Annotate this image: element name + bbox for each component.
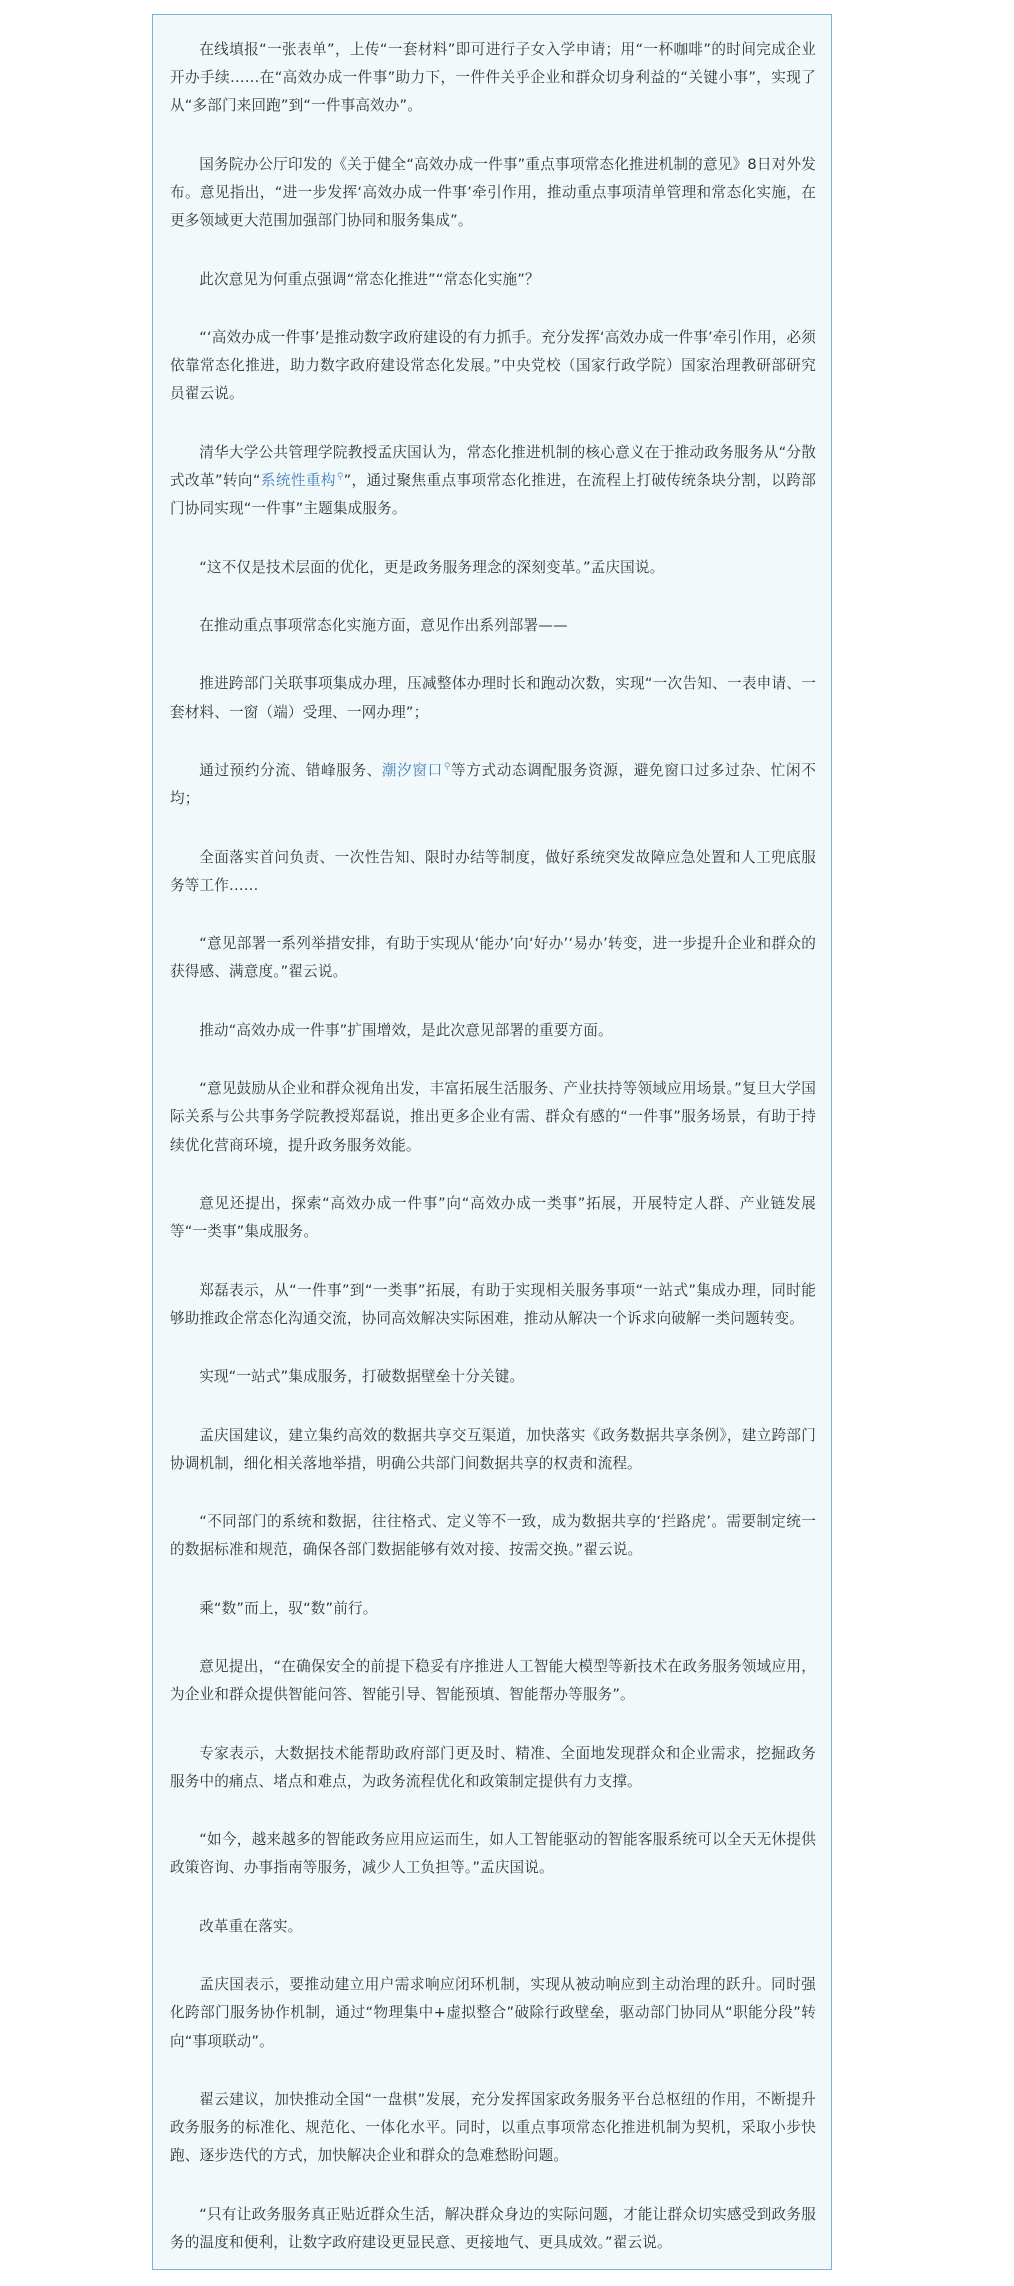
paragraph-text: 等方式动态调配服务资源，避免窗口过多过杂、忙闲不均； — [170, 761, 816, 808]
paragraph: 国务院办公厅印发的《关于健全“高效办成一件事”重点事项常态化推进机制的意见》8日对外发布。意见指出，“进一步发挥‘高效办成一件事’牵引作用，推动重点事项清单管理和常态化实施，在更多领域更大范围加强部门协同和服务集成”。 — [170, 155, 816, 230]
paragraph: 郑磊表示，从“一件事”到“一类事”拓展，有助于实现相关服务事项“一站式”集成办理，同时能够助推政企常态化沟通交流，协同高效解决实际困难，推动从解决一个诉求向破解一类问题转变。 — [170, 1281, 816, 1327]
paragraph: 推进跨部门关联事项集成办理，压减整体办理时长和跑动次数，实现“一次告知、一表申请、一套材料、一窗（端）受理、一网办理”； — [170, 675, 816, 721]
paragraph: 改革重在落实。 — [199, 1917, 303, 1935]
paragraph: 全面落实首问负责、一次性告知、限时办结等制度，做好系统突发故障应急处置和人工兜底服务等工作…… — [170, 848, 816, 894]
paragraph: 推动“高效办成一件事”扩围增效，是此次意见部署的重要方面。 — [199, 1021, 613, 1039]
paragraph: 在推动重点事项常态化实施方面，意见作出系列部署—— — [199, 616, 568, 634]
paragraph-text: 通过预约分流、错峰服务、 — [199, 761, 382, 779]
paragraph: “意见鼓励从企业和群众视角出发，丰富拓展生活服务、产业扶持等领域应用场景。”复旦大学国际关系与公共事务学院教授郑磊说，推出更多企业有需、群众有感的“一件事”服务场景，有助于持续优化营商环境，提升政务服务效能。 — [170, 1080, 816, 1154]
paragraph: 孟庆国表示，要推动建立用户需求响应闭环机制，实现从被动响应到主动治理的跃升。同时强化跨部门服务协作机制，通过“物理集中+虚拟整合”破除行政壁垒，驱动部门协同从“职能分段”转向“事项联动”。 — [170, 1976, 816, 2050]
search-icon[interactable]: ⚲ — [336, 472, 344, 483]
paragraph: 意见还提出，探索“高效办成一件事”向“高效办成一类事”拓展，开展特定人群、产业链发展等“一类事”集成服务。 — [170, 1194, 816, 1241]
keyword-link[interactable]: 系统性重构 — [260, 471, 336, 489]
paragraph: “意见部署一系列举措安排，有助于实现从‘能办’向‘好办’‘易办’转变，进一步提升企业和群众的获得感、满意度。”翟云说。 — [170, 935, 816, 981]
keyword-link[interactable]: 潮汐窗口 — [381, 761, 443, 779]
paragraph-text: 清华大学公共管理学院教授孟庆国认为，常态化推进机制的核心意义在于推动政务服务从“分散式改革”转向“ — [170, 443, 816, 489]
paragraph: “不同部门的系统和数据，往往格式、定义等不一致，成为数据共享的‘拦路虎’。需要制定统一的数据标准和规范，确保各部门数据能够有效对接、按需交换。”翟云说。 — [170, 1513, 816, 1559]
paragraph: 乘“数”而上，驭“数”前行。 — [199, 1599, 378, 1617]
paragraph: “只有让政务服务真正贴近群众生活，解决群众身边的实际问题，才能让群众切实感受到政务服务的温度和便利，让数字政府建设更显民意、更接地气、更具成效。”翟云说。 — [170, 2205, 816, 2252]
paragraph: 翟云建议，加快推动全国“一盘棋”发展，充分发挥国家政务服务平台总枢纽的作用，不断提升政务服务的标准化、规范化、一体化水平。同时，以重点事项常态化推进机制为契机，采取小步快跑、逐步迭代的方式，加快解决企业和群众的急难愁盼问题。 — [170, 2091, 816, 2165]
paragraph: 专家表示，大数据技术能帮助政府部门更及时、精准、全面地发现群众和企业需求，挖掘政务服务中的痛点、堵点和难点，为政务流程优化和政策制定提供有力支撑。 — [170, 1744, 816, 1790]
paragraph: “‘高效办成一件事’是推动数字政府建设的有力抓手。充分发挥‘高效办成一件事’牵引作用，必须依靠常态化推进，助力数字政府建设常态化发展。”中央党校（国家行政学院）国家治理教研部研究员翟云说。 — [170, 328, 816, 403]
paragraph: 实现“一站式”集成服务，打破数据壁垒十分关键。 — [199, 1368, 525, 1386]
paragraph — [170, 439, 816, 524]
paragraph: 此次意见为何重点强调“常态化推进”“常态化实施”？ — [199, 270, 540, 288]
paragraph-text: ”，通过聚焦重点事项常态化推进，在流程上打破传统条块分割，以跨部门协同实现“一件事”主题集成服务。 — [170, 471, 816, 518]
paragraph: “如今，越来越多的智能政务应用应运而生，如人工智能驱动的智能客服系统可以全天无休提供政策咨询、办事指南等服务，减少人工负担等。”孟庆国说。 — [170, 1831, 816, 1877]
search-icon[interactable]: ⚲ — [443, 762, 451, 773]
paragraph — [170, 757, 816, 813]
article-body — [152, 14, 832, 2270]
paragraph: “这不仅是技术层面的优化，更是政务服务理念的深刻变革。”孟庆国说。 — [199, 558, 665, 576]
paragraph: 孟庆国建议，建立集约高效的数据共享交互渠道，加快落实《政务数据共享条例》，建立跨部门协调机制，细化相关落地举措，明确公共部门间数据共享的权责和流程。 — [170, 1426, 816, 1472]
paragraph: 意见提出，“在确保安全的前提下稳妥有序推进人工智能大模型等新技术在政务服务领域应用，为企业和群众提供智能问答、智能引导、智能预填、智能帮办等服务”。 — [170, 1658, 816, 1704]
paragraph: 在线填报“一张表单”，上传“一套材料”即可进行子女入学申请；用“一杯咖啡”的时间完成企业开办手续……在“高效办成一件事”助力下，一件件关乎企业和群众切身利益的“关键小事”，实现了从“多部门来回跑”到“一件事高效办”。 — [170, 41, 816, 115]
